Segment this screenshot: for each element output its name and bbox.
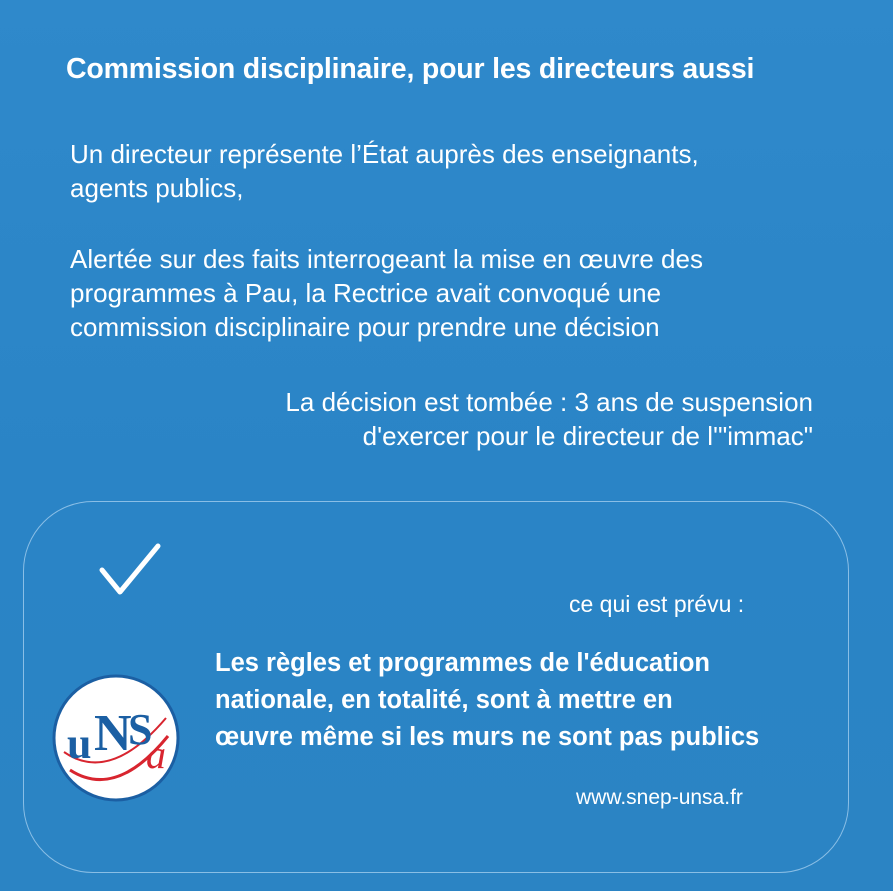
paragraph-line: Un directeur représente l’État auprès des enseignants, [70,139,699,169]
svg-text:S: S [128,705,153,754]
decision-text [285,385,813,453]
rules-line: nationale, en totalité, sont à mettre en [215,686,673,714]
paragraph-line: agents publics, [70,173,244,203]
svg-text:N: N [94,705,132,762]
rules-line: Les règles et programmes de l'éducation [215,649,710,677]
website-url[interactable]: www.snep-unsa.fr [576,786,743,809]
rules-text [215,645,759,756]
paragraph-commission [70,242,703,344]
decision-line: La décision est tombée : 3 ans de suspension [285,387,813,417]
svg-text:a: a [146,732,166,777]
rules-line: œuvre même si les murs ne sont pas publics [215,723,760,751]
paragraph-line: Alertée sur des faits interrogeant la mise en œuvre des [70,244,703,274]
prevu-label: ce qui est prévu : [569,591,745,617]
checkmark-icon [96,540,166,600]
paragraph-line: commission disciplinaire pour prendre une décision [70,312,660,342]
svg-text:u: u [67,719,92,768]
paragraph-director-role [70,137,699,205]
paragraph-line: programmes à Pau, la Rectrice avait convoqué une [70,278,662,308]
poster-title: Commission disciplinaire, pour les directeurs aussi [66,53,755,85]
unsa-logo [50,672,182,804]
decision-line: d'exercer pour le directeur de l'"immac" [362,421,813,451]
